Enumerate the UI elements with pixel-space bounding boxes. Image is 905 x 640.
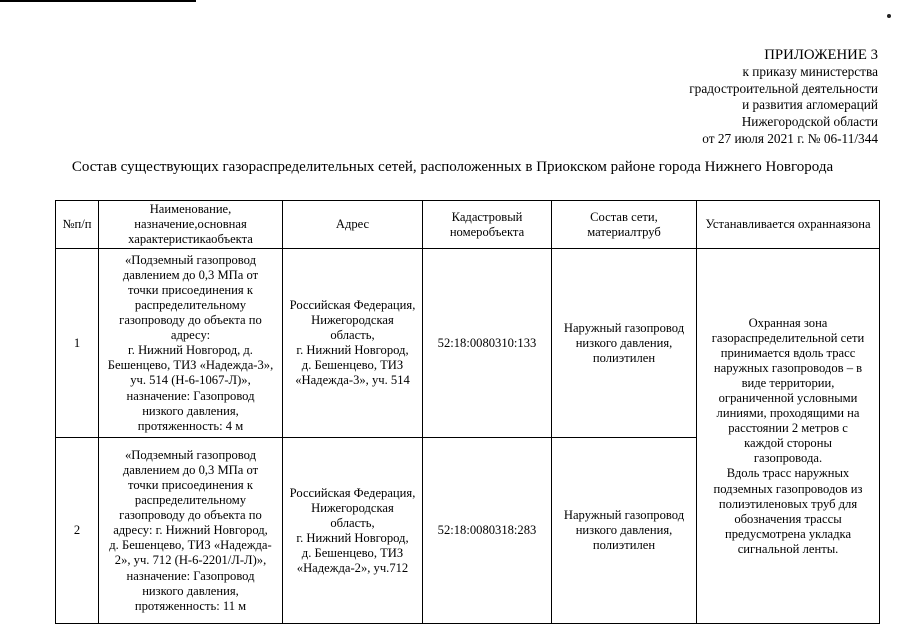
- text-line: давлением до 0,3 МПа от: [122, 462, 259, 477]
- text-line: объекта: [211, 232, 253, 247]
- text-line: Наименование, назначение,: [134, 202, 232, 232]
- text-line: точки присоединения к: [128, 282, 253, 297]
- cell-num: 2: [56, 438, 99, 624]
- appendix-title: ПРИЛОЖЕНИЕ 3: [764, 47, 878, 63]
- text-line: Наружный газопровод: [563, 320, 685, 335]
- text-line: Охранная зона: [748, 315, 828, 330]
- cell-cadastral: 52:18:0080318:283: [423, 438, 552, 624]
- text-line: распределительному: [134, 298, 247, 312]
- gas-network-table: [55, 200, 880, 624]
- text-line: «Надежда-3», уч. 514: [295, 373, 410, 388]
- text-line: г. Нижний Новгород,: [296, 343, 409, 358]
- cell-name: [99, 249, 283, 438]
- text-line: Нижегородская: [311, 313, 394, 328]
- text-line: «Подземный газопровод: [125, 447, 256, 462]
- cell-name: [99, 438, 283, 624]
- text-line: наружных газопроводов – в: [713, 360, 863, 375]
- text-line: принимается вдоль трасс: [720, 345, 856, 360]
- cell-network: [552, 249, 697, 438]
- text-line: Наружный газопровод: [563, 508, 685, 523]
- text-line: д. Бешенцево, ТИЗ: [301, 358, 404, 373]
- text-line: п/п: [74, 217, 92, 232]
- text-line: линиями, проходящими на: [716, 406, 860, 421]
- appendix-line: Нижегородской области: [741, 114, 878, 130]
- text-line: точки присоединения к: [128, 477, 253, 492]
- text-line: давлением до 0,3 МПа от: [122, 267, 259, 282]
- text-line: №: [62, 217, 75, 232]
- text-line: «Надежда-2», уч.712: [296, 560, 409, 575]
- table-header-row: [56, 201, 880, 249]
- text-line: зона: [847, 217, 871, 232]
- text-line: назначение: Газопровод: [126, 388, 255, 403]
- header-zone: [697, 201, 880, 249]
- text-line: д. Бешенцево, ТИЗ: [301, 545, 404, 560]
- text-line: подземных газопроводов из: [713, 481, 863, 496]
- cell-num: 1: [56, 249, 99, 438]
- text-line: объекта: [482, 224, 525, 239]
- text-line: «Подземный газопровод: [125, 252, 256, 267]
- text-line: уч. 514 (Н-6-1067-Л)»,: [130, 373, 251, 388]
- cell-address: [283, 438, 423, 624]
- text-line: Устанавливается охранная: [705, 217, 848, 232]
- text-line: полиэтилен: [592, 350, 656, 365]
- text-line: г. Нижний Новгород, д.: [128, 343, 253, 358]
- text-line: Российская Федерация,: [289, 298, 416, 312]
- text-line: Адрес: [335, 217, 370, 232]
- appendix-line: к приказу министерства: [742, 64, 878, 79]
- text-line: область,: [330, 328, 375, 343]
- header-address: [283, 201, 423, 249]
- appendix-block: [689, 46, 878, 148]
- appendix-line: от 27 июля 2021 г. № 06-11/344: [702, 130, 878, 146]
- text-line: Вдоль трасс наружных: [726, 466, 850, 481]
- text-line: предусмотрена укладка: [724, 526, 852, 541]
- text-line: Бешенцево, ТИЗ «Надежда-3»,: [107, 358, 274, 373]
- text-line: основная характеристика: [128, 217, 247, 247]
- cell-network: [552, 438, 697, 624]
- text-line: расстоянии 2 метров с: [728, 421, 848, 436]
- text-line: область,: [330, 515, 375, 530]
- text-line: Нижегородская: [311, 500, 394, 515]
- text-line: полиэтилен: [592, 538, 656, 553]
- text-line: адресу:: [170, 328, 211, 343]
- text-line: низкого давления,: [575, 523, 673, 538]
- text-line: протяженность: 11 м: [134, 598, 247, 613]
- cell-address: [283, 249, 423, 438]
- scan-edge-mark: [0, 0, 196, 2]
- text-line: г. Нижний Новгород,: [296, 530, 409, 545]
- text-line: низкого давления,: [142, 403, 239, 418]
- text-line: Кадастровый номер: [449, 209, 523, 239]
- header-cadastral: [423, 201, 552, 249]
- text-line: полиэтиленовых труб для: [718, 496, 858, 511]
- appendix-line: и развития агломераций: [742, 97, 878, 113]
- scan-dot-mark: [887, 14, 891, 18]
- text-line: адресу: г. Нижний Новгород,: [113, 523, 268, 538]
- text-line: обозначения трассы: [734, 511, 842, 526]
- text-line: газопровода.: [753, 451, 823, 466]
- text-line: Российская Федерация,: [289, 485, 416, 500]
- text-line: газопроводу до объекта по: [119, 508, 262, 523]
- text-line: протяженность: 4 м: [137, 418, 244, 433]
- text-line: д. Бешенцево, ТИЗ «Надежда-: [109, 538, 272, 553]
- text-line: низкого давления,: [575, 335, 673, 350]
- text-line: виде территории,: [741, 375, 835, 390]
- text-line: Состав сети, материал: [587, 209, 658, 239]
- text-line: низкого давления,: [142, 583, 239, 598]
- appendix-line: градостроительной деятельности: [689, 80, 878, 96]
- text-line: 2», уч. 712 (Н-6-2201/Л-Л)»,: [114, 553, 267, 568]
- text-line: газопроводу до объекта по: [119, 313, 262, 328]
- text-line: сигнальной ленты.: [737, 541, 839, 556]
- cell-protection-zone: [697, 249, 880, 624]
- text-line: каждой стороны: [744, 436, 832, 451]
- text-line: труб: [636, 224, 661, 239]
- table-row: [56, 249, 880, 438]
- header-name: [99, 201, 283, 249]
- document-title: Состав существующих газораспределительных сетей, расположенных в Приокском районе города Нижнего Новгорода: [71, 159, 834, 175]
- header-network: [552, 201, 697, 249]
- cell-cadastral: 52:18:0080310:133: [423, 249, 552, 438]
- text-line: газораспределительной сети: [711, 330, 865, 345]
- text-line: ограниченной условными: [718, 391, 858, 405]
- text-line: назначение: Газопровод: [126, 568, 255, 583]
- header-num: [56, 201, 99, 249]
- text-line: распределительному: [134, 493, 247, 508]
